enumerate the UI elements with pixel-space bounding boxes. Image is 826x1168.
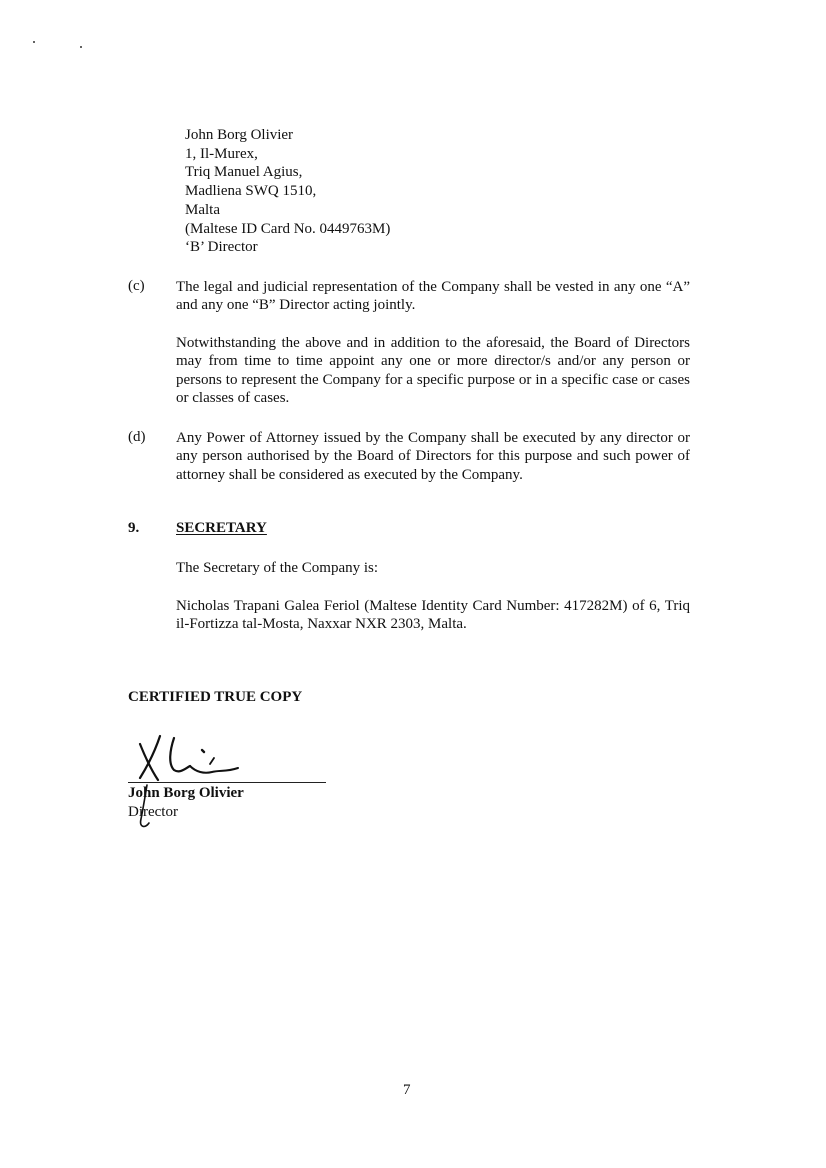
clause-c-label: (c) bbox=[128, 278, 145, 294]
clause-c-text: The legal and judicial representation of the Company shall be vested in any one “A” and any one “B” Director acting jointly. bbox=[176, 279, 690, 314]
section-number: 9. bbox=[128, 520, 140, 536]
director-address-block bbox=[185, 126, 390, 257]
scan-speck bbox=[33, 41, 35, 43]
signer-title: Director bbox=[128, 804, 178, 820]
signature-tail-stroke bbox=[133, 783, 153, 831]
scan-speck bbox=[80, 46, 82, 48]
clause-d-text: Any Power of Attorney issued by the Company shall be executed by any director or any person authorised by the Board of Directors for this purpose and such power of attorney shall be considered as executed by the Company. bbox=[176, 430, 690, 483]
handwritten-signature bbox=[134, 732, 254, 784]
secretary-intro: The Secretary of the Company is: bbox=[176, 560, 379, 576]
address-line: 1, Il-Murex, bbox=[185, 145, 258, 162]
address-line: Madliena SWQ 1510, bbox=[185, 183, 317, 200]
address-line: Malta bbox=[185, 201, 220, 218]
secretary-details: Nicholas Trapani Galea Feriol (Maltese Identity Card Number: 417282M) of 6, Triq il-Fortizza tal-Mosta, Naxxar NXR 2303, Malta. bbox=[176, 598, 690, 633]
address-line: (Maltese ID Card No. 0449763M) bbox=[185, 220, 391, 237]
address-line: Triq Manuel Agius, bbox=[185, 164, 303, 181]
signature-line bbox=[128, 782, 326, 783]
address-line: John Borg Olivier bbox=[185, 127, 294, 143]
certified-true-copy-heading: CERTIFIED TRUE COPY bbox=[128, 689, 303, 705]
address-line: ‘B’ Director bbox=[185, 239, 258, 256]
signer-name: John Borg Olivier bbox=[128, 785, 244, 801]
page-number: 7 bbox=[403, 1082, 411, 1098]
clause-d-label: (d) bbox=[128, 429, 146, 445]
clause-c-text-continued: Notwithstanding the above and in addition to the aforesaid, the Board of Directors may from time to time appoint any one or more director/s and/or any person or persons to represent the Company for a specific purpose or in a specific case or cases or classes of cases. bbox=[176, 335, 690, 407]
section-title: SECRETARY bbox=[176, 520, 267, 536]
